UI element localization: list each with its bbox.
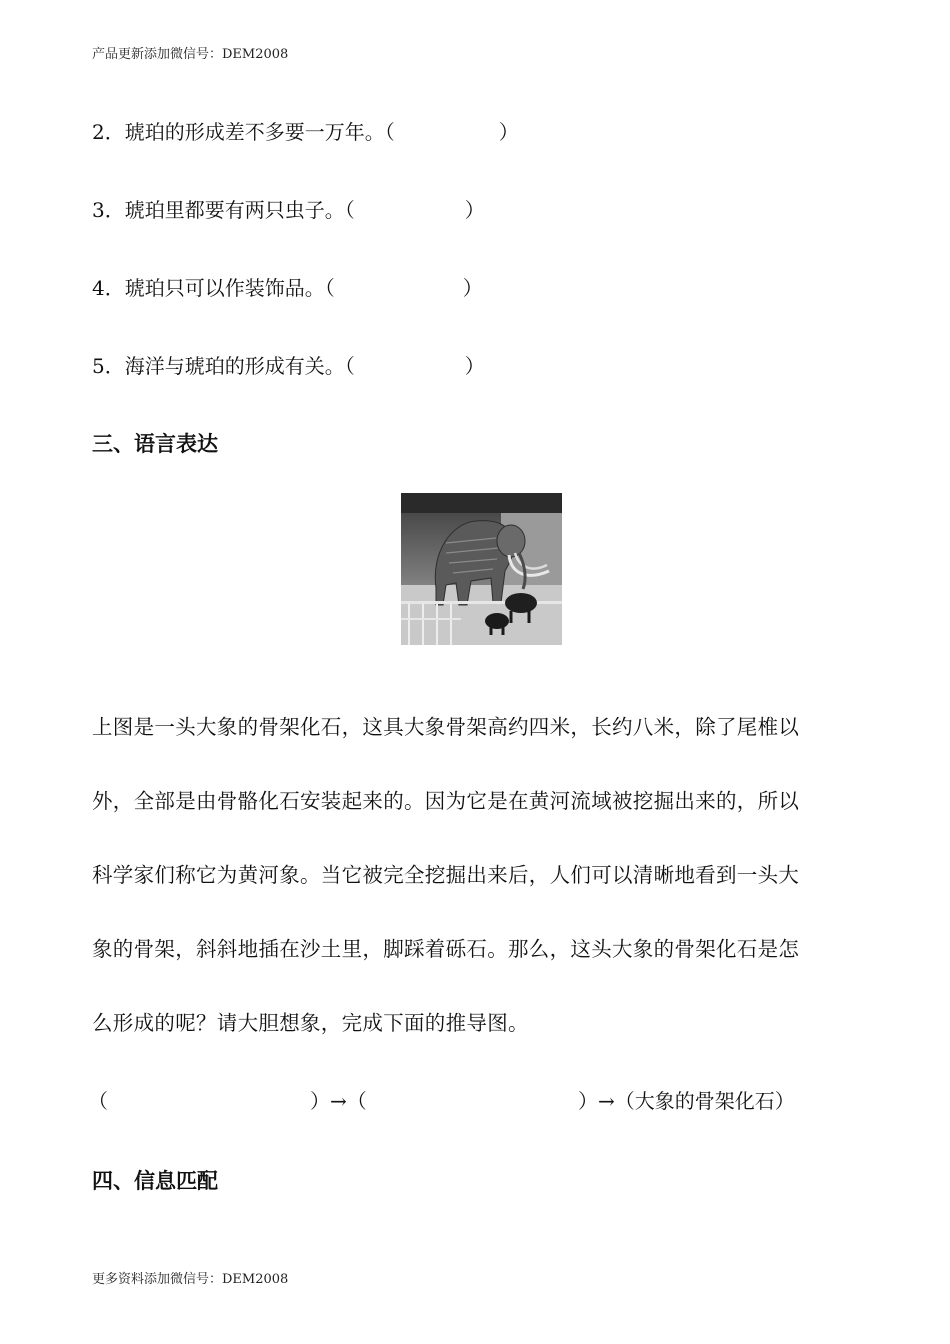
flow-blank-1[interactable]: [115, 1085, 305, 1111]
close-paren: ）: [498, 120, 519, 144]
passage-line-4: 象的骨架，斜斜地插在沙土里，脚踩着砾石。那么，这头大象的骨架化石是怎: [92, 937, 800, 961]
section-heading-language-expression: 三、语言表达: [92, 432, 218, 456]
section-heading-information-matching: 四、信息匹配: [92, 1169, 218, 1193]
passage-line-3: 科学家们称它为黄河象。当它被完全挖掘出来后，人们可以清晰地看到一头大: [92, 863, 800, 887]
flow-open-paren-1: （: [88, 1089, 108, 1113]
question-text: 海洋与琥珀的形成有关。（: [124, 354, 355, 378]
mammoth-skeleton-photo: [401, 493, 562, 645]
passage-line-1: 上图是一头大象的骨架化石，这具大象骨架高约四米，长约八米，除了尾椎以: [92, 715, 800, 739]
close-paren: ）: [462, 276, 483, 300]
question-number: 2．: [92, 120, 125, 144]
flow-arrow-1: ）→（: [310, 1089, 367, 1113]
passage-line-2: 外，全部是由骨骼化石安装起来的。因为它是在黄河流域被挖掘出来的，所以: [92, 789, 800, 813]
question-number: 3．: [92, 198, 125, 222]
question-number: 5．: [92, 354, 125, 378]
question-4: [92, 272, 483, 301]
page-header: 产品更新添加微信号：DEM2008: [92, 47, 289, 62]
question-text: 琥珀只可以作装饰品。（: [124, 276, 335, 300]
question-text: 琥珀里都要有两只虫子。（: [124, 198, 355, 222]
question-number: 4．: [92, 276, 125, 300]
mammoth-skeleton-image: [401, 493, 562, 645]
close-paren: ）: [464, 354, 485, 378]
question-text: 琥珀的形成差不多要一万年。（: [124, 120, 395, 144]
passage-line-5: 么形成的呢？请大胆想象，完成下面的推导图。: [92, 1011, 529, 1035]
question-2: [92, 116, 519, 145]
flow-arrow-2-result: ）→（大象的骨架化石）: [578, 1089, 795, 1113]
flow-blank-2[interactable]: [375, 1085, 575, 1111]
question-3: [92, 194, 485, 223]
close-paren: ）: [464, 198, 485, 222]
question-5: [92, 350, 485, 379]
page-footer: 更多资料添加微信号：DEM2008: [92, 1272, 289, 1287]
